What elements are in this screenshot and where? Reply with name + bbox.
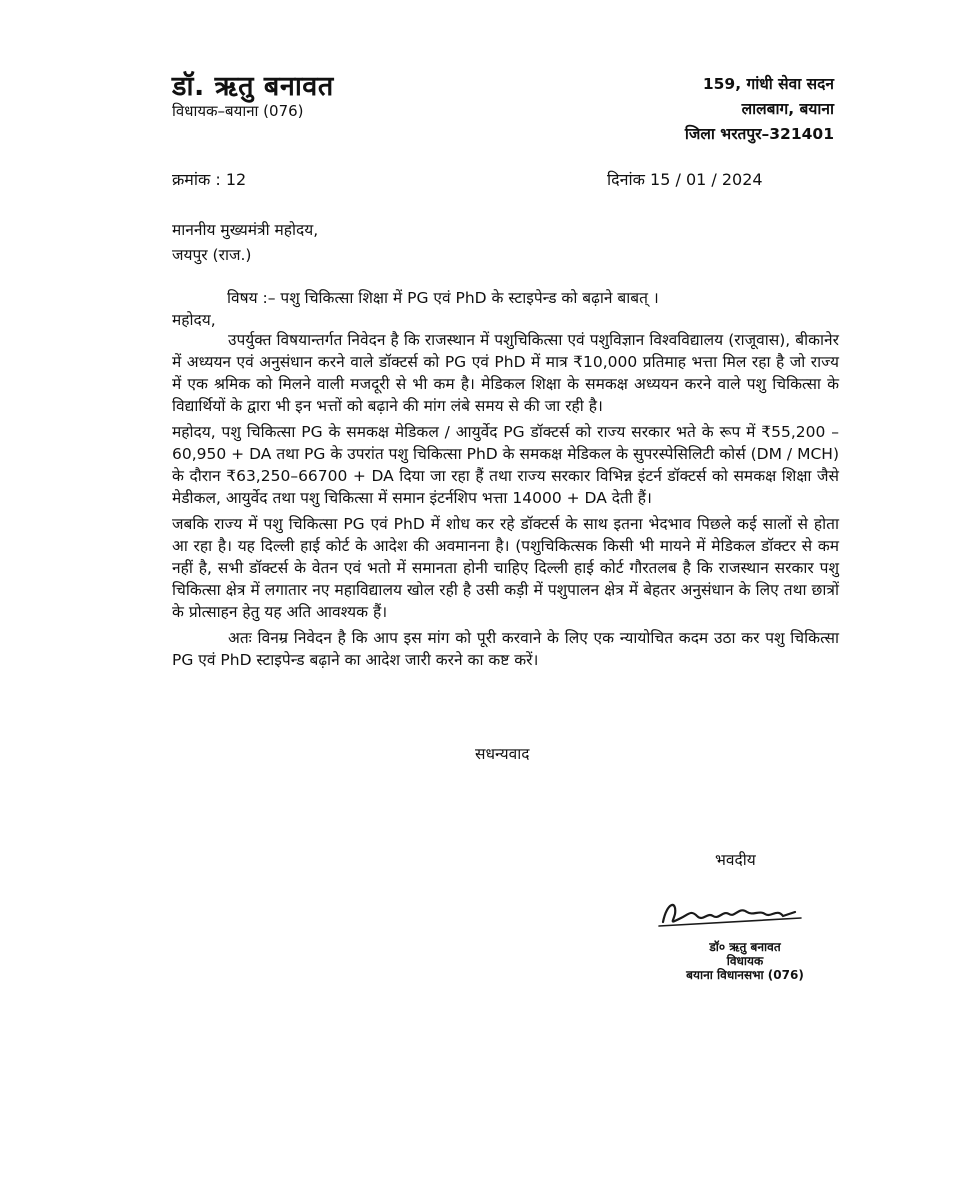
address-line: 159, गांधी सेवा सदन	[702, 75, 834, 93]
handwritten-signature	[655, 892, 805, 937]
addressee-line: माननीय मुख्यमंत्री महोदय,	[172, 221, 319, 239]
salutation: महोदय,	[172, 311, 216, 329]
addressee	[172, 218, 318, 268]
sender-name: डॉ. ऋतु बनावत	[172, 71, 334, 102]
stamp-designation: विधायक	[726, 954, 764, 968]
body-paragraph: अतः विनम्र निवेदन है कि आप इस मांग को पूरी करवाने के लिए एक न्यायोचित कदम उठा कर पशु चिकित्सा PG एवं PhD स्टाइपेन्ड बढ़ाने का आदेश जारी करने का कष्ट करें।	[172, 629, 839, 669]
sender-designation: विधायक–बयाना (076)	[172, 102, 304, 120]
signoff-yours: भवदीय	[715, 851, 756, 869]
body-paragraph: जबकि राज्य में पशु चिकित्सा PG एवं PhD में शोध कर रहे डॉक्टर्स के साथ इतना भेदभाव पिछले कई सालों से होता आ रहा है। यह दिल्ली हाई कोर्ट के आदेश की अवमानना है। (पशुचिकित्सक किसी भी मायने में मेडिकल डॉक्टर से कम नहीं है, सभी डॉक्टर्स के वेतन एवं भतो में समानता होनी चाहिए दिल्ली हाई कोर्ट गौरतलब है कि राजस्थान सरकार पशु चिकित्सा क्षेत्र में लगातार नए महाविद्यालय खोल रही है उसी कड़ी में पशुपालन क्षेत्र में बेहतर अनुसंधान के लिए तथा छात्रों के प्रोत्साहन हेतु यह अति आवश्यक हैं।	[172, 515, 839, 621]
letter-date: दिनांक 15 / 01 / 2024	[607, 170, 763, 189]
closing-thanks: सधन्यवाद	[475, 745, 530, 763]
body-paragraph: महोदय, पशु चिकित्सा PG के समकक्ष मेडिकल / आयुर्वेद PG डॉक्टर्स को राज्य सरकार भते के रूप में ₹55,200 – 60,950 + DA तथा PG के उपरांत पशु चिकित्सा PhD के समकक्ष मेडिकल के सुपरस्पेसिलिटी कोर्स (DM / MCH) के दौरान ₹63,250–66700 + DA दिया जा रहा हैं तथा राज्य सरकार विभिन्न इंटर्न डॉक्टर्स को समकक्ष शिक्षा जैसे मेडीकल, आयुर्वेद तथा पशु चिकित्सा में समान इंटर्नशिप भत्ता 14000 + DA देती हैं।	[172, 423, 839, 507]
stamp-name: डॉ० ऋतु बनावत	[709, 940, 781, 954]
addressee-line: जयपुर (राज.)	[172, 246, 252, 264]
address-line: लालबाग, बयाना	[741, 100, 834, 118]
reference-number: क्रमांक : 12	[172, 170, 247, 189]
sender-address	[685, 72, 834, 147]
signature-stamp	[680, 940, 810, 982]
stamp-constituency: बयाना विधानसभा (076)	[686, 968, 804, 982]
subject-line: विषय :– पशु चिकित्सा शिक्षा में PG एवं PhD के स्टाइपेन्ड को बढ़ाने बाबत् ।	[227, 289, 659, 307]
letter-body	[172, 329, 839, 675]
address-line: जिला भरतपुर–321401	[684, 125, 834, 143]
body-paragraph: उपर्युक्त विषयान्तर्गत निवेदन है कि राजस्थान में पशुचिकित्सा एवं पशुविज्ञान विश्वविद्यालय (राजूवास), बीकानेर में अध्ययन एवं अनुसंधान करने वाले डॉक्टर्स को PG एवं PhD में मात्र ₹10,000 प्रतिमाह भत्ता मिल रहा है जो राज्य में एक श्रमिक को मिलने वाली मजदूरी से भी कम है। मेडिकल शिक्षा के समकक्ष अध्ययन करने वाले पशु चिकित्सा के विद्यार्थियों के द्वारा भी इन भत्तों को बढ़ाने की मांग लंबे समय से की जा रही है।	[172, 331, 839, 415]
